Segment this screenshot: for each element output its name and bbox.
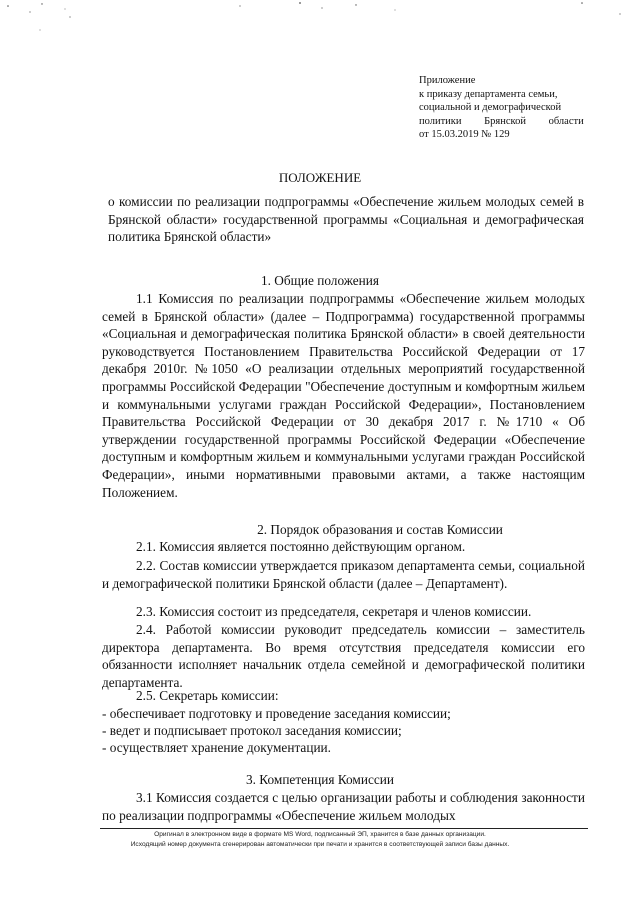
paragraph-2-3: 2.3. Комиссия состоит из председателя, секретаря и членов комиссии. xyxy=(136,604,532,619)
paragraph-3-1: 3.1 Комиссия создается с целью организации работы и соблюдения законности по реализации подпрограммы «Обеспечение жильем молодых xyxy=(102,790,585,823)
document-title: ПОЛОЖЕНИЕ xyxy=(278,170,362,185)
footer-note-2: Исходящий номер документа сгенерирован автоматически при печати и хранится в соответствующей записи базы данных. xyxy=(130,841,510,848)
section-3-heading: 3. Компетенция Комиссии xyxy=(246,772,394,787)
footer-divider xyxy=(100,828,588,829)
paragraph-2-4: 2.4. Работой комиссии руководит председатель комиссии – заместитель директора департамента. Во время отсутствия председателя комиссии его обязанности исполняет начальник отдела семейной и демографической политики департамента. xyxy=(102,622,585,690)
paragraph-2-5: 2.5. Секретарь комиссии: xyxy=(136,688,279,703)
list-item: - осуществляет хранение документации. xyxy=(102,740,331,755)
appendix-line-4: политики Брянской области xyxy=(419,115,584,127)
appendix-line-1: Приложение xyxy=(419,75,476,86)
paragraph-1-1: 1.1 Комиссия по реализации подпрограммы «Обеспечение жильем молодых семей в Брянской области» (далее – Подпрограмма) государственной программы «Социальная и демографическая политика Брянской области» в своей деятельности руководствуется Постановлением Правительства Российской Федерации от 17 декабря 2010г. №1050 «О реализации отдельных мероприятий государственной программы Российской Федерации "Обеспечение доступным и комфортным жильем и коммунальными услугами граждан Российской Федерации», Постановлением Правительства Российской Федерации от 30 декабря 2017 г. №1710 « Об утверждении государственной программы Российской Федерации «Обеспечение доступным и комфортным жильем и коммунальными услугами граждан Российской Федерации», иными нормативными правовыми актами, а также настоящим Положением. xyxy=(102,291,585,500)
appendix-line-5: от 15.03.2019 № 129 xyxy=(419,129,510,141)
list-item: - ведет и подписывает протокол заседания комиссии; xyxy=(102,723,402,738)
appendix-line-2: к приказу департамента семьи, xyxy=(419,88,558,100)
section-1-heading: 1. Общие положения xyxy=(260,273,380,288)
appendix-block xyxy=(419,74,589,142)
section-2-heading: 2. Порядок образования и состав Комиссии xyxy=(257,522,503,537)
footer-note-1: Оригинал в электронном виде в формате MS Word, подписанный ЭП, хранится в базе данных организации. xyxy=(154,831,486,838)
scan-noise xyxy=(0,0,640,40)
paragraph-2-2: 2.2. Состав комиссии утверждается приказом департамента семьи, социальной и демографической политики Брянской области (далее – Департамент). xyxy=(102,558,585,591)
document-subject: о комиссии по реализации подпрограммы «Обеспечение жильем молодых семей в Брянской области» государственной программы «Социальная и демографическая политика Брянской области» xyxy=(108,194,584,244)
appendix-line-3: социальной и демографической xyxy=(419,102,562,114)
list-item: - обеспечивает подготовку и проведение заседания комиссии; xyxy=(102,706,451,721)
paragraph-2-1: 2.1. Комиссия является постоянно действующим органом. xyxy=(136,539,466,554)
